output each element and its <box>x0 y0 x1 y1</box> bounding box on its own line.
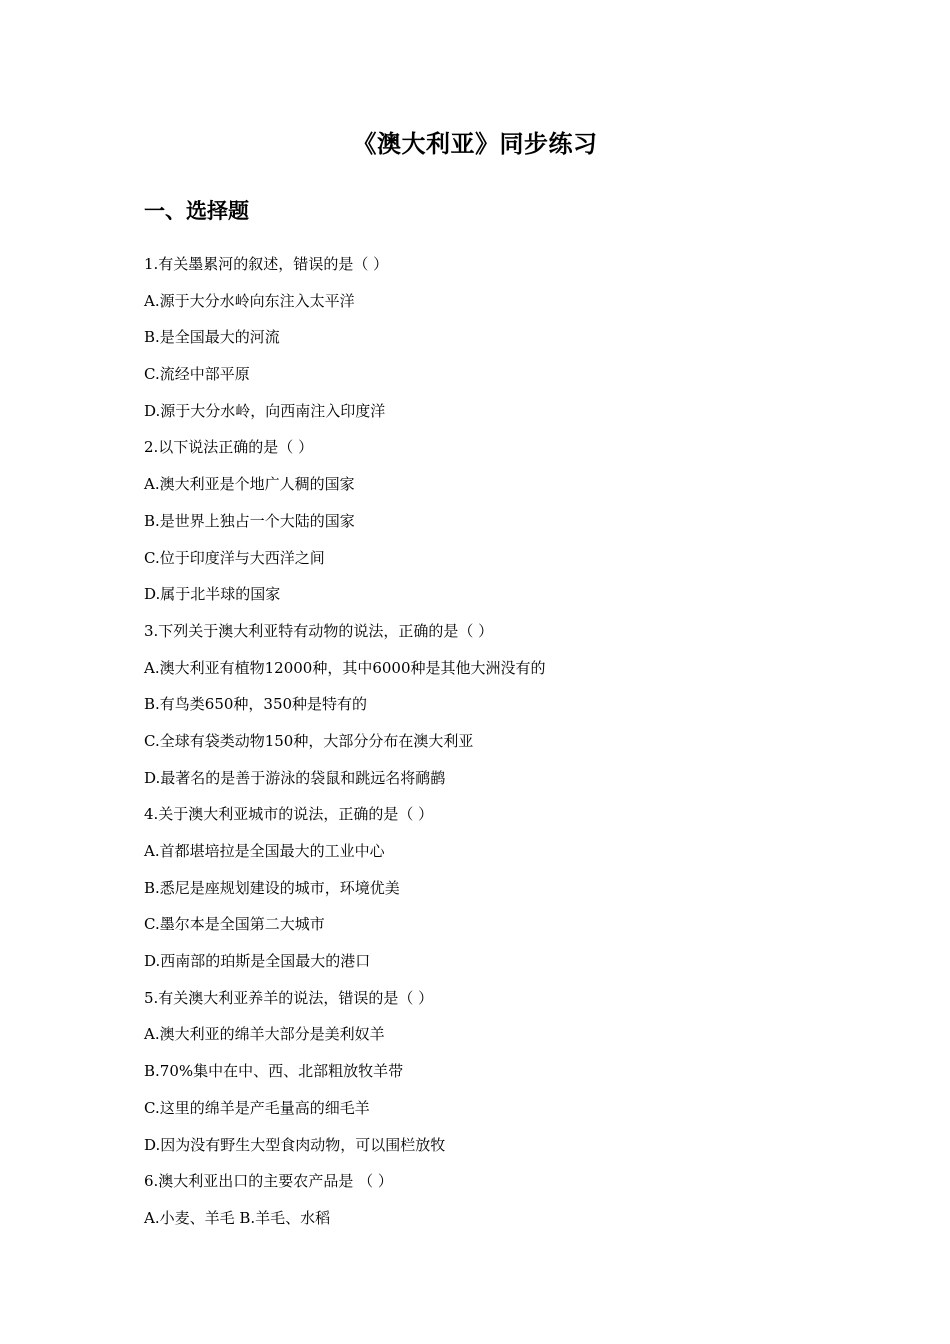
question-1-option-d: D.源于大分水岭，向西南注入印度洋 <box>144 401 386 420</box>
question-5-option-b: B.70%集中在中、西、北部粗放牧羊带 <box>144 1062 404 1081</box>
question-list <box>144 246 824 1237</box>
question-5-option-a: A.澳大利亚的绵羊大部分是美利奴羊 <box>144 1025 385 1044</box>
question-5-option-c: C.这里的绵羊是产毛量高的细毛羊 <box>144 1098 370 1117</box>
question-4-option-d: D.西南部的珀斯是全国最大的港口 <box>144 952 371 971</box>
section-heading: 一、选择题 <box>144 199 249 223</box>
question-1-option-c: C.流经中部平原 <box>144 365 250 384</box>
question-1-option-b: B.是全国最大的河流 <box>144 328 280 347</box>
question-2-option-c: C.位于印度洋与大西洋之间 <box>144 548 325 567</box>
question-6-stem: 6.澳大利亚出口的主要农产品是 （ ） <box>144 1172 393 1191</box>
question-3-option-d: D.最著名的是善于游泳的袋鼠和跳远名将鸸鹋 <box>144 768 446 787</box>
question-1-stem: 1.有关墨累河的叙述，错误的是（ ） <box>144 255 389 273</box>
question-5-stem: 5.有关澳大利亚养羊的说法，错误的是（ ） <box>144 988 434 1007</box>
question-4-stem: 4.关于澳大利亚城市的说法，正确的是（ ） <box>144 805 434 824</box>
question-2-stem: 2.以下说法正确的是（ ） <box>144 438 314 457</box>
question-3-stem: 3.下列关于澳大利亚特有动物的说法，正确的是（ ） <box>144 621 494 640</box>
question-1-option-a: A.源于大分水岭向东注入太平洋 <box>144 291 355 310</box>
question-4-option-c: C.墨尔本是全国第二大城市 <box>144 915 325 934</box>
question-5-option-d: D.因为没有野生大型食肉动物，可以围栏放牧 <box>144 1135 446 1154</box>
question-4-option-a: A.首都堪培拉是全国最大的工业中心 <box>144 842 385 860</box>
question-2-option-a: A.澳大利亚是个地广人稠的国家 <box>144 475 355 494</box>
question-3-option-b: B.有鸟类650种，350种是特有的 <box>144 695 368 714</box>
question-2-option-b: B.是世界上独占一个大陆的国家 <box>144 511 355 530</box>
question-3-option-a: A.澳大利亚有植物12000种，其中6000种是其他大洲没有的 <box>144 658 546 677</box>
question-4-option-b: B.悉尼是座规划建设的城市，环境优美 <box>144 878 400 897</box>
question-6-options-ab: A.小麦、羊毛 B.羊毛、水稻 <box>144 1208 331 1227</box>
question-2-option-d: D.属于北半球的国家 <box>144 585 281 604</box>
page-title: 《澳大利亚》同步练习 <box>352 130 598 158</box>
question-3-option-c: C.全球有袋类动物150种，大部分分布在澳大利亚 <box>144 731 474 750</box>
